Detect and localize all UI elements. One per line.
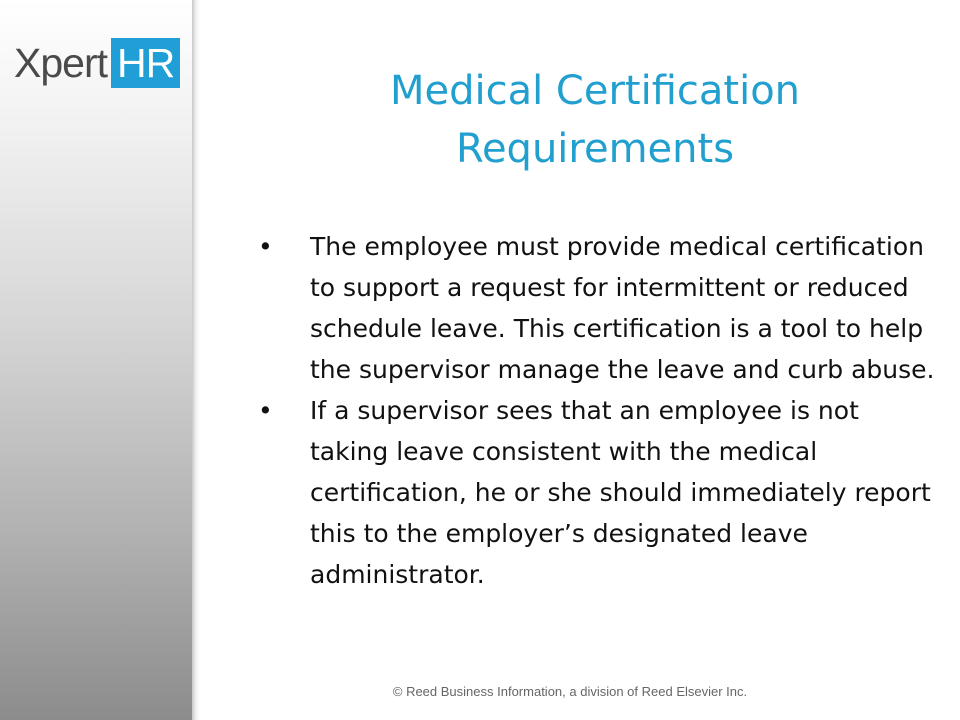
logo-wordmark-hr: HR: [111, 38, 180, 88]
sidebar-shadow: [192, 0, 200, 720]
slide-title: [300, 62, 890, 178]
slide-title-line-1: Medical Certification: [389, 68, 801, 114]
bullet-dot-icon: •: [258, 232, 273, 261]
bullet-dot-icon: •: [258, 396, 273, 425]
bullet-item: [258, 390, 938, 595]
copyright-footer: © Reed Business Information, a division of Reed Elsevier Inc.: [392, 684, 748, 699]
bullet-text: If a supervisor sees that an employee is not taking leave consistent with the medical certification, he or she should immediately report this to the employer’s designated leave administrator.: [310, 396, 931, 589]
bullet-item: [258, 226, 938, 390]
bullet-text: The employee must provide medical certification to support a request for intermittent or reduced schedule leave. This certification is a tool to help the supervisor manage the leave and curb abuse.: [310, 232, 935, 384]
bullet-list: [258, 226, 938, 595]
sidebar-gradient: [0, 0, 192, 720]
xperthr-logo: [12, 38, 180, 88]
slide-title-line-2: Requirements: [455, 126, 735, 172]
logo-wordmark-xpert: Xpert: [14, 40, 107, 86]
